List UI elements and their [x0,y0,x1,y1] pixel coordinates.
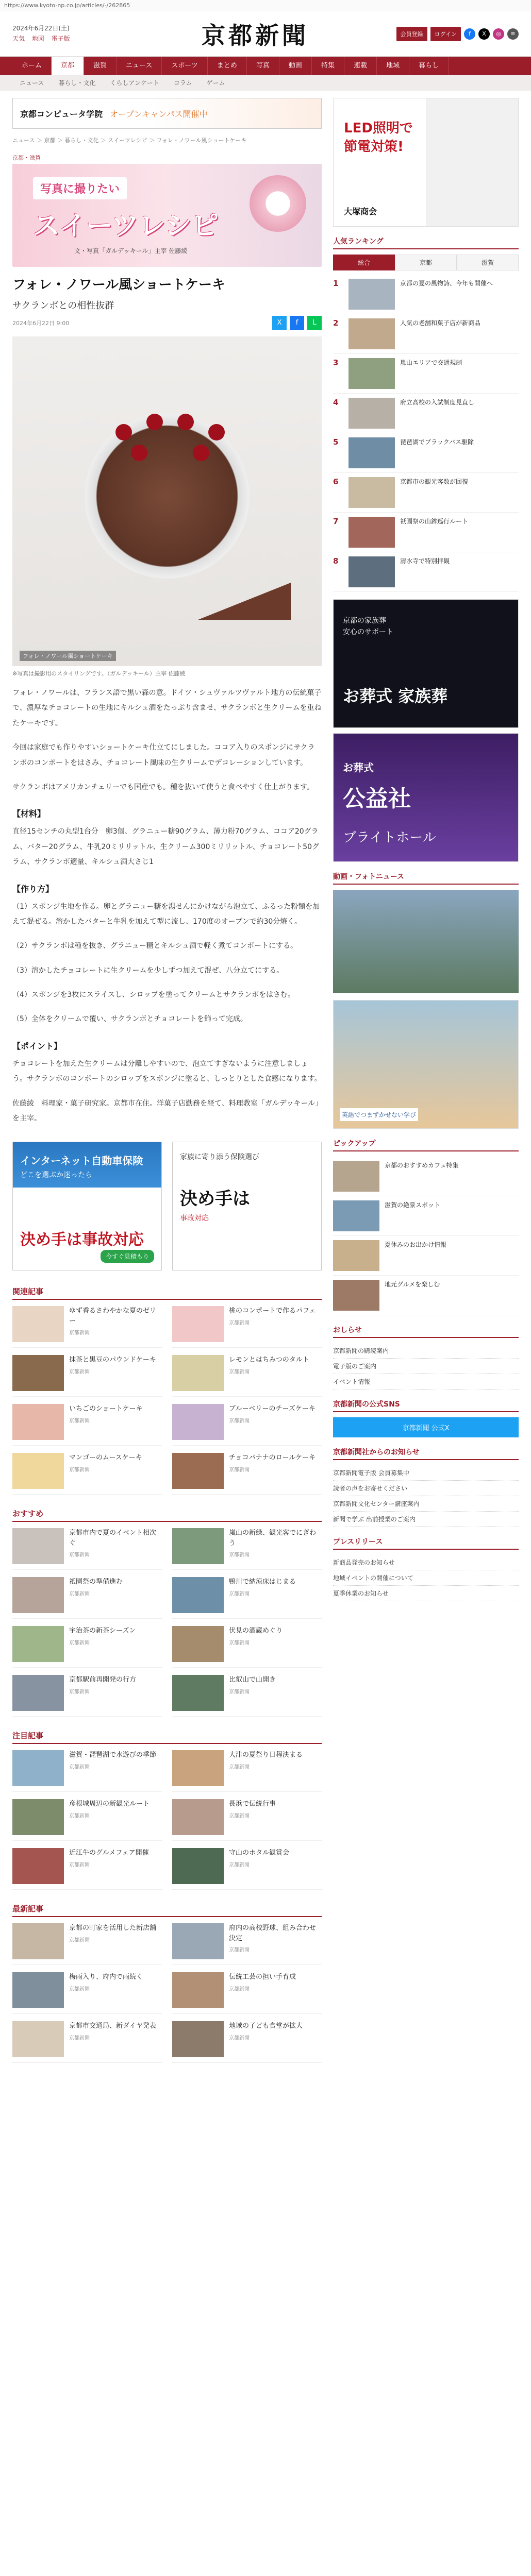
thumbnail [172,1528,224,1564]
card-title: 滋賀・琵琶湖で水遊びの季節 [69,1751,157,1759]
main-column [12,98,322,2063]
banner-text: オープンキャンパス開催中 [110,109,208,119]
ranking-item[interactable] [333,394,519,433]
cherry-shape [208,424,225,440]
ad-sub: ブライトホール [343,830,436,845]
article-meta [12,316,322,330]
notice-link[interactable]: イベント情報 [333,1374,519,1389]
login-button[interactable]: ログイン [430,27,461,41]
subnav-game[interactable]: ゲーム [206,79,225,87]
thumbnail [172,1453,224,1489]
url-bar[interactable]: https://www.kyoto-np.co.jp/articles/-/262865 [0,0,531,11]
article-main-photo[interactable] [12,336,322,666]
ranking-item[interactable] [333,433,519,473]
pickup-title: 地元グルメを楽しむ [385,1281,440,1288]
card-source: 京都新聞 [229,1591,250,1597]
article-paragraph: フォレ・ノワールは、フランス語で黒い森の意。ドイツ・シュヴァルツヴァルト地方の伝統菓子で、濃厚なチョコレートの生地にキルシュ酒をたっぷり含ませ、サクランボと生クリームを重ねたケーキです。 [12,689,322,727]
tab-ranking-kyoto[interactable]: 京都 [395,255,457,270]
notice-link[interactable]: 電子版のご案内 [333,1359,519,1374]
cherry-shape [177,414,194,430]
content-wrap [12,91,519,2063]
card-source: 京都新聞 [69,2035,90,2041]
thumbnail [172,1923,224,1959]
ad-title: LED照明で 節電対策! [344,121,413,155]
ad-subtitle: どこを選ぶか迷ったら [20,1171,92,1180]
card-source: 京都新聞 [69,1467,90,1473]
pickup-title: 夏休みのお出かけ情報 [385,1241,447,1248]
thumbnail [12,1306,64,1342]
ad-red-text: 事故対応 [180,1214,209,1223]
nav-sports[interactable]: スポーツ [162,57,207,75]
thumbnail [12,1750,64,1786]
article-subtitle: サクランボとの相性抜群 [12,300,114,311]
thumbnail [349,398,395,429]
ranking-title: 京都の夏の風物詩、今年も開催へ [400,280,493,287]
thumbnail [12,1923,64,1959]
thumbnail [333,1280,379,1311]
cherry-shape [146,414,163,430]
share-line-icon[interactable]: L [307,316,322,330]
pickup-title: 京都のおすすめカフェ特集 [385,1162,459,1169]
press-link[interactable]: 夏季休業のお知らせ [333,1586,519,1601]
nav-video[interactable]: 動画 [279,57,312,75]
card-title: 近江牛のグルメフェア開催 [69,1849,149,1857]
notice-heading: おしらせ [333,1325,519,1338]
funeral-ad-dark[interactable] [333,599,519,728]
nav-news[interactable]: ニュース [117,57,162,75]
ranking-title: 人気の老舗和菓子店が新商品 [400,319,481,327]
share-facebook-icon[interactable]: f [290,316,304,330]
ad-headline: 決め手は [180,1189,250,1210]
related-card[interactable] [172,1306,322,1348]
card-source: 京都新聞 [69,1862,90,1868]
thumbnail [12,1528,64,1564]
card-source: 京都新聞 [69,1640,90,1646]
latest-card[interactable] [12,1923,162,1965]
card-source: 京都新聞 [69,1937,90,1943]
nav-feature[interactable]: 特集 [312,57,344,75]
ingredients-text: 直径15センチの丸型1台分 卵3個、グラニュー糖90グラム、薄力粉70グラム、ココア20グラム、バター20グラム、牛乳20ミリリットル、生クリーム300ミリリットル、チョコレート50グラム、サクランボ適量、キルシュ酒大さじ1 [12,827,320,867]
point-text: チョコレートを加えた生クリームは分離しやすいので、泡立てすぎないように注意しましょう。サクランボのコンポートのシロップをスポンジに塗ると、しっとりとした食感になります。 [12,1059,322,1083]
thumbnail [12,1972,64,2008]
ranking-item[interactable] [333,314,519,354]
method-step: （5）全体をクリームで覆い、サクランボとチョコレートを飾って完成。 [12,1015,247,1024]
latest-card[interactable] [172,1972,322,2014]
related-card[interactable] [172,1404,322,1446]
latest-card[interactable] [172,1923,322,1965]
menu-icon[interactable]: ≡ [507,28,519,40]
rank-number: 1 [333,279,339,288]
thumbnail [349,318,395,349]
card-title: 地域の子ども食堂が拡大 [229,2022,303,2030]
header-quick-links [12,34,126,44]
thumbnail [12,1355,64,1391]
info-link[interactable]: 新聞で学ぶ 出前授業のご案内 [333,1512,519,1527]
method-heading: 【作り方】 [12,884,54,894]
rank-number: 7 [333,517,339,526]
author-profile: 佐藤綾 料理家・菓子研究家。京都市在住。洋菓子店勤務を経て、料理教室「ガルデッキール」を主宰。 [12,1099,319,1123]
card-title: 大津の夏祭り日程決まる [229,1751,303,1759]
popular-grid [12,1750,322,1890]
ranking-title: 清水寺で特別拝観 [400,557,450,565]
series-hero-banner [12,164,322,267]
card-source: 京都新聞 [229,1947,250,1954]
nav-region[interactable]: 地域 [377,57,409,75]
thumbnail [349,477,395,508]
card-title: 守山のホタル観賞会 [229,1849,290,1857]
info-list [333,1465,519,1527]
breadcrumb[interactable]: ニュース ＞ 京都 ＞ 暮らし・文化 ＞ スイーツレシピ ＞ フォレ・ノワール風ショートケーキ [12,137,247,144]
ranking-item[interactable] [333,275,519,314]
insurance-ad-right[interactable] [172,1142,322,1270]
ad-cta-button[interactable]: 今すぐ見積もり [101,1250,154,1263]
rank-number: 2 [333,318,339,328]
latest-card[interactable] [172,2021,322,2063]
pickup-item[interactable] [333,1157,519,1196]
card-title: ブルーベリーのチーズケーキ [229,1405,316,1413]
card-title: 宇治茶の新茶シーズン [69,1627,136,1635]
card-source: 京都新聞 [69,1369,90,1375]
photo-caption: ※写真は撮影用のスタイリングです。（ガルデッキール）主宰 佐藤綾 [12,670,186,677]
ad-text: 京都の家族葬 安心のサポート [343,617,393,637]
card-source: 京都新聞 [69,1764,90,1770]
card-source: 京都新聞 [69,1813,90,1819]
info-link[interactable]: 京都新聞電子版 会員募集中 [333,1465,519,1481]
weather-link[interactable]: 天気 [12,35,25,42]
card-source: 京都新聞 [229,2035,250,2041]
notice-link[interactable]: 京都新聞の購読案内 [333,1343,519,1359]
ad-headline: お葬式 家族葬 [343,686,448,706]
mid-ad-row [12,1142,322,1270]
ad-company: 大塚商会 [344,207,377,216]
article-title: フォレ・ノワール風ショートケーキ [12,277,226,293]
header-date-block [12,24,126,43]
ranking-heading: 人気ランキング [333,236,519,249]
card-title: 嵐山の新緑、観光客でにぎわう [229,1529,317,1547]
ad-caption: 英語でつまずかせない学び [340,1108,418,1121]
hero-credit: 文・写真「ガルデッキール」主宰 佐藤綾 [74,247,188,255]
thumbnail [172,1577,224,1613]
ranking-item[interactable] [333,513,519,552]
share-x-icon[interactable]: X [272,316,287,330]
card-title: 比叡山で山開き [229,1676,276,1684]
thumbnail [349,358,395,389]
card-title: 伝統工芸の担い手育成 [229,1973,296,1981]
ranking-item[interactable] [333,354,519,394]
card-title: 彦根城周辺の新観光ルート [69,1800,150,1808]
recommend-card[interactable] [172,1675,322,1717]
rank-number: 8 [333,556,339,566]
recommend-card[interactable] [12,1675,162,1717]
card-title: 祇園祭の準備進む [69,1578,123,1586]
popular-card[interactable] [12,1848,162,1890]
card-source: 京都新聞 [229,1813,250,1819]
ranking-title: 府立高校の入試制度見直し [400,399,475,406]
article-body [12,686,322,1126]
card-title: ゆず香るさわやかな夏のゼリー [69,1307,157,1325]
subnav-column[interactable]: コラム [173,79,192,87]
related-card[interactable] [12,1404,162,1446]
press-link[interactable]: 新商品発売のお知らせ [333,1555,519,1570]
card-source: 京都新聞 [69,1986,90,1992]
pickup-heading: ピックアップ [333,1138,519,1151]
card-source: 京都新聞 [229,1418,250,1424]
related-card[interactable] [12,1355,162,1397]
ad-title: お葬式 [343,761,374,774]
thumbnail [12,1626,64,1662]
photo-overlay-caption: フォレ・ノワール風ショートケーキ [20,651,116,661]
recommend-grid [12,1528,322,1717]
method-step: （2）サクランボは種を抜き、グラニュー糖とキルシュ酒で軽く煮てコンポートにする。 [12,942,298,951]
card-title: 桃のコンポートで作るパフェ [229,1307,316,1315]
latest-card[interactable] [12,1972,162,2014]
nav-series[interactable]: 連載 [344,57,377,75]
popular-card[interactable] [172,1848,322,1890]
popular-heading: 注目記事 [12,1730,322,1744]
sub-nav [0,75,531,91]
ranking-title: 琵琶湖でブラックバス駆除 [400,438,474,446]
facebook-icon[interactable]: f [464,28,475,40]
popular-card[interactable] [172,1799,322,1841]
card-title: 長浜で伝統行事 [229,1800,276,1808]
notice-list [333,1343,519,1389]
thumbnail [172,1306,224,1342]
ingredients-heading: 【材料】 [12,809,46,819]
thumbnail [12,2021,64,2057]
method-step: （4）スポンジを3枚にスライスし、シロップを塗ってクリームとサクランボをはさむ。 [12,991,295,999]
card-title: マンゴーのムースケーキ [69,1454,142,1462]
card-source: 京都新聞 [229,1552,250,1558]
cake-slice-photo [198,558,291,620]
card-source: 京都新聞 [229,1640,250,1646]
card-title: チョコバナナのロールケーキ [229,1454,316,1462]
card-title: 抹茶と黒豆のパウンドケーキ [69,1356,156,1364]
hero-ribbon: 写真に撮りたい [33,177,127,199]
latest-heading: 最新記事 [12,1903,322,1917]
recommend-card[interactable] [172,1626,322,1668]
nav-matome[interactable]: まとめ [208,57,247,75]
article-time: 2024年6月22日 9:00 [12,320,70,327]
card-source: 京都新聞 [69,1591,90,1597]
nav-kyoto[interactable]: 京都 [52,57,84,75]
thumbnail [172,1626,224,1662]
ranking-list [333,275,519,592]
map-link[interactable]: 地図 [31,35,44,42]
pickup-title: 滋賀の絶景スポット [385,1201,441,1209]
site-logo[interactable]: 京都新聞 [202,21,309,49]
thumbnail [172,1404,224,1440]
rank-number: 6 [333,477,339,486]
pickup-item[interactable] [333,1196,519,1236]
card-source: 京都新聞 [69,1689,90,1695]
card-source: 京都新聞 [229,1862,250,1868]
related-card[interactable] [172,1453,322,1495]
card-title: 京都の町家を活用した新店舗 [69,1924,157,1933]
ranking-title: 祇園祭の山鉾巡行ルート [400,518,469,525]
card-title: 梅雨入り、府内で雨続く [69,1973,143,1981]
header-actions [385,27,519,41]
cherry-shape [115,424,132,440]
popular-card[interactable] [12,1799,162,1841]
thumbnail [333,1200,379,1231]
x-icon[interactable]: X [478,28,490,40]
article-paragraph: 今回は家庭でも作りやすいショートケーキ仕立てにしました。ココア入りのスポンジにサクランボのコンポートをはさみ、チョコレート風味の生クリームでデコレーションしています。 [12,743,315,767]
banner-school-name: 京都コンピュータ学院 [20,109,103,119]
photo-news-heading: 動画・フォトニュース [333,871,519,885]
thumbnail [12,1675,64,1711]
method-step: （3）溶かしたチョコレートに生クリームを少しずつ加えて混ぜ、八分立てにする。 [12,966,284,975]
card-title: 京都駅前再開発の行方 [69,1676,137,1684]
nav-life[interactable]: 暮らし [409,57,449,75]
card-source: 京都新聞 [229,1764,250,1770]
card-title: 鴨川で納涼床はじまる [229,1578,296,1586]
thumbnail [349,517,395,548]
popular-card[interactable] [172,1750,322,1792]
info-link[interactable]: 京都新聞文化センター講座案内 [333,1496,519,1512]
recommend-card[interactable] [12,1626,162,1668]
card-source: 京都新聞 [229,1320,250,1326]
press-heading: プレスリリース [333,1536,519,1550]
card-title: 京都市交通局、新ダイヤ発表 [69,2022,156,2030]
x-follow-button[interactable]: 京都新聞 公式X [333,1417,519,1437]
ad-headline: 決め手は事故対応 [20,1231,144,1249]
site-header [0,11,531,57]
rank-number: 4 [333,398,339,407]
rank-number: 5 [333,437,339,447]
info-link[interactable]: 読者の声をお寄せください [333,1481,519,1496]
related-heading: 関連記事 [12,1286,322,1300]
english-school-ad[interactable] [333,1000,519,1129]
thumbnail [172,1675,224,1711]
nav-home[interactable]: ホーム [12,57,52,75]
sns-heading: 京都新聞の公式SNS [333,1399,519,1412]
card-title: いちごのショートケーキ [69,1405,143,1413]
ad-subtitle: 家族に寄り添う保険選び [180,1153,259,1162]
latest-grid [12,1923,322,2063]
nav-shiga[interactable]: 滋賀 [84,57,117,75]
related-card[interactable] [12,1453,162,1495]
article-category[interactable]: 京都・滋賀 [12,155,41,161]
point-heading: 【ポイント】 [12,1041,62,1051]
register-button[interactable]: 会員登録 [396,27,427,41]
top-banner-ad[interactable] [12,98,322,129]
digital-edition-link[interactable]: 電子版 [51,35,70,42]
card-source: 京都新聞 [69,1418,90,1424]
sidebar [333,98,519,2063]
subnav-survey[interactable]: くらしアンケート [110,79,159,87]
photo-news-image[interactable] [333,890,519,993]
thumbnail [172,1972,224,2008]
ad-title: インターネット自動車保険 [20,1155,143,1167]
ranking-item[interactable] [333,552,519,592]
thumbnail [172,2021,224,2057]
ranking-item[interactable] [333,473,519,513]
card-source: 京都新聞 [229,1369,250,1375]
cake-photo [85,414,250,579]
recommend-card[interactable] [12,1577,162,1619]
card-source: 京都新聞 [229,1467,250,1473]
card-source: 京都新聞 [69,1330,90,1336]
thumbnail [333,1161,379,1192]
thumbnail [349,556,395,587]
press-list [333,1555,519,1601]
latest-card[interactable] [12,2021,162,2063]
card-title: レモンとはちみつのタルト [229,1356,309,1364]
info-heading: 京都新聞社からのお知らせ [333,1447,519,1460]
led-lighting-ad[interactable] [333,98,519,227]
subnav-news[interactable]: ニュース [20,79,44,87]
hero-cake-illustration [250,175,306,232]
rank-number: 3 [333,358,339,367]
thumbnail [172,1355,224,1391]
subnav-culture[interactable]: 暮らし・文化 [58,79,96,87]
tab-ranking-all[interactable]: 総合 [333,255,395,270]
funeral-ad-purple[interactable] [333,733,519,862]
tab-ranking-shiga[interactable]: 滋賀 [457,255,519,270]
thumbnail [349,279,395,310]
cherry-shape [193,445,209,461]
thumbnail [12,1453,64,1489]
card-source: 京都新聞 [69,1552,90,1558]
current-date: 2024年6月22日(土) [12,25,70,32]
thumbnail [172,1799,224,1835]
main-nav [0,57,531,75]
pickup-list [333,1157,519,1315]
instagram-icon[interactable]: ◎ [493,28,504,40]
recommend-card[interactable] [172,1528,322,1570]
ranking-title: 嵐山エリアで交通規制 [400,359,462,366]
thumbnail [12,1577,64,1613]
ranking-title: 京都市の観光客数が回復 [400,478,469,485]
recommend-card[interactable] [12,1528,162,1570]
article-paragraph: サクランボはアメリカンチェリーでも国産でも。種を抜いて使うと食べやすく仕上がります。 [12,783,314,791]
related-grid [12,1306,322,1495]
recommend-card[interactable] [172,1577,322,1619]
ranking-tabs [333,255,519,270]
share-buttons [272,316,322,330]
thumbnail [12,1799,64,1835]
insurance-ad-left[interactable] [12,1142,162,1270]
related-card[interactable] [172,1355,322,1397]
pickup-item[interactable] [333,1236,519,1276]
recommend-heading: おすすめ [12,1508,322,1522]
method-step: （1）スポンジ生地を作る。卵とグラニュー糖を湯せんにかけながら泡立て、ふるった粉類を加えて混ぜる。溶かしたバターと牛乳を加えて型に流し、170度のオーブンで約30分焼く。 [12,902,320,926]
card-title: 府内の高校野球、組み合わせ決定 [229,1924,317,1942]
card-source: 京都新聞 [229,1689,250,1695]
thumbnail [12,1404,64,1440]
related-card[interactable] [12,1306,162,1348]
cherry-shape [131,445,147,461]
ad-headline: 公益社 [343,786,411,812]
press-link[interactable]: 地域イベントの開催について [333,1570,519,1586]
thumbnail [172,1848,224,1884]
thumbnail [333,1240,379,1271]
thumbnail [12,1848,64,1884]
thumbnail [349,437,395,468]
card-title: 京都市内で夏のイベント相次ぐ [69,1529,157,1547]
card-title: 伏見の酒蔵めぐり [229,1627,283,1635]
thumbnail [172,1750,224,1786]
card-source: 京都新聞 [229,1986,250,1992]
hero-title: スイーツレシピ [33,210,219,242]
pickup-item[interactable] [333,1276,519,1315]
nav-photo[interactable]: 写真 [247,57,279,75]
popular-card[interactable] [12,1750,162,1792]
